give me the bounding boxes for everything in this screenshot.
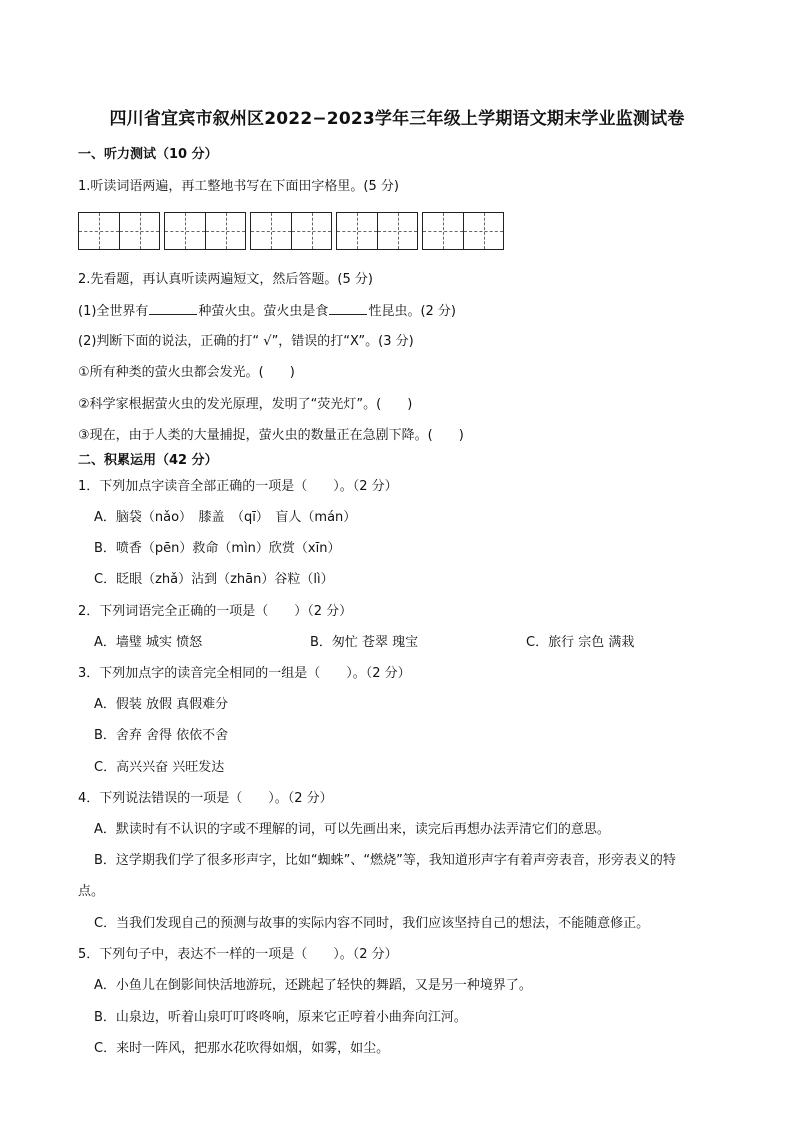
q3-option-c: C．高兴兴奋 兴旺发达: [94, 760, 225, 775]
q1-option-a: A．脑袋（nǎo） 膝盖 （qī） 盲人（mán）: [94, 510, 357, 525]
listening-q2-1: [78, 302, 456, 321]
question-3-stem: 3．下列加点字的读音完全相同的一组是（ ）。（2 分）: [78, 666, 411, 681]
q4-option-b: B．这学期我们学了很多形声字，比如“蜘蛛”、“燃烧”等，我知道形声字有着声旁表音，形旁表义的特: [94, 853, 676, 868]
q4-option-a: A．默读时有不认识的字或不理解的词，可以先画出来，读完后再想办法弄清它们的意思。: [94, 822, 610, 837]
listening-q2-2: (2)判断下面的说法，正确的打“ √”，错误的打“X”。(3 分): [78, 334, 414, 349]
listening-q1: 1.听读词语两遍，再工整地书写在下面田字格里。(5 分): [78, 179, 399, 194]
q3-option-a: A．假装 放假 真假难分: [94, 697, 229, 712]
q5-option-b: B．山泉边，听着山泉叮叮咚咚响，原来它正哼着小曲奔向江河。: [94, 1010, 467, 1025]
q2-option-a: A．墙璧 城实 愤怒: [94, 635, 203, 650]
section-heading-accumulation: 二、积累运用（42 分）: [78, 453, 218, 468]
q2-1-text-c: 性昆虫。(2 分): [368, 304, 456, 319]
judge-statement-2: ②科学家根据萤火虫的发光原理，发明了“荧光灯”。( ): [78, 397, 413, 412]
q2-1-text-b: 种萤火虫。萤火虫是食: [198, 304, 329, 319]
grid-word-3[interactable]: [250, 212, 332, 250]
judge-statement-1: ①所有种类的萤火虫都会发光。( ): [78, 365, 295, 380]
q2-option-b: B．匆忙 苍翠 瑰宝: [310, 635, 419, 650]
question-4-stem: 4．下列说法错误的一项是（ ）。（2 分）: [78, 791, 333, 806]
question-2-stem: 2．下列词语完全正确的一项是（ ）（2 分）: [78, 604, 353, 619]
question-5-stem: 5．下列句子中，表达不一样的一项是（ ）。（2 分）: [78, 947, 398, 962]
fill-blank-1[interactable]: [149, 302, 197, 315]
writing-grid: [78, 212, 504, 250]
q1-option-c: C．眨眼（zhǎ）沾到（zhān）谷粒（lì）: [94, 572, 334, 587]
judge-statement-3: ③现在，由于人类的大量捕捉，萤火虫的数量正在急剧下降。( ): [78, 428, 464, 443]
listening-q2: 2.先看题，再认真听读两遍短文，然后答题。(5 分): [78, 272, 373, 287]
grid-word-2[interactable]: [164, 212, 246, 250]
q4-option-c: C．当我们发现自己的预测与故事的实际内容不同时，我们应该坚持自己的想法，不能随意修正。: [94, 916, 650, 931]
grid-word-4[interactable]: [336, 212, 418, 250]
section-heading-listening: 一、听力测试（10 分）: [78, 147, 218, 162]
q5-option-c: C．来时一阵风，把那水花吹得如烟，如雾，如尘。: [94, 1041, 390, 1056]
q4-option-b-continued: 点。: [78, 884, 105, 899]
q2-1-text-a: (1)全世界有: [78, 304, 149, 319]
grid-word-1[interactable]: [78, 212, 160, 250]
q2-option-c: C．旅行 宗色 满栽: [526, 635, 635, 650]
grid-word-5[interactable]: [422, 212, 504, 250]
question-1-stem: 1．下列加点字读音全部正确的一项是（ ）。（2 分）: [78, 479, 398, 494]
exam-title: 四川省宜宾市叙州区2022−2023学年三年级上学期语文期末学业监测试卷: [109, 109, 685, 129]
q5-option-a: A．小鱼儿在倒影间快活地游玩，还跳起了轻快的舞蹈，又是另一种境界了。: [94, 978, 532, 993]
q3-option-b: B．舍弃 舍得 依依不舍: [94, 728, 229, 743]
q1-option-b: B．喷香（pēn）救命（mìn）欣赏（xīn）: [94, 541, 341, 556]
fill-blank-2[interactable]: [329, 302, 367, 315]
